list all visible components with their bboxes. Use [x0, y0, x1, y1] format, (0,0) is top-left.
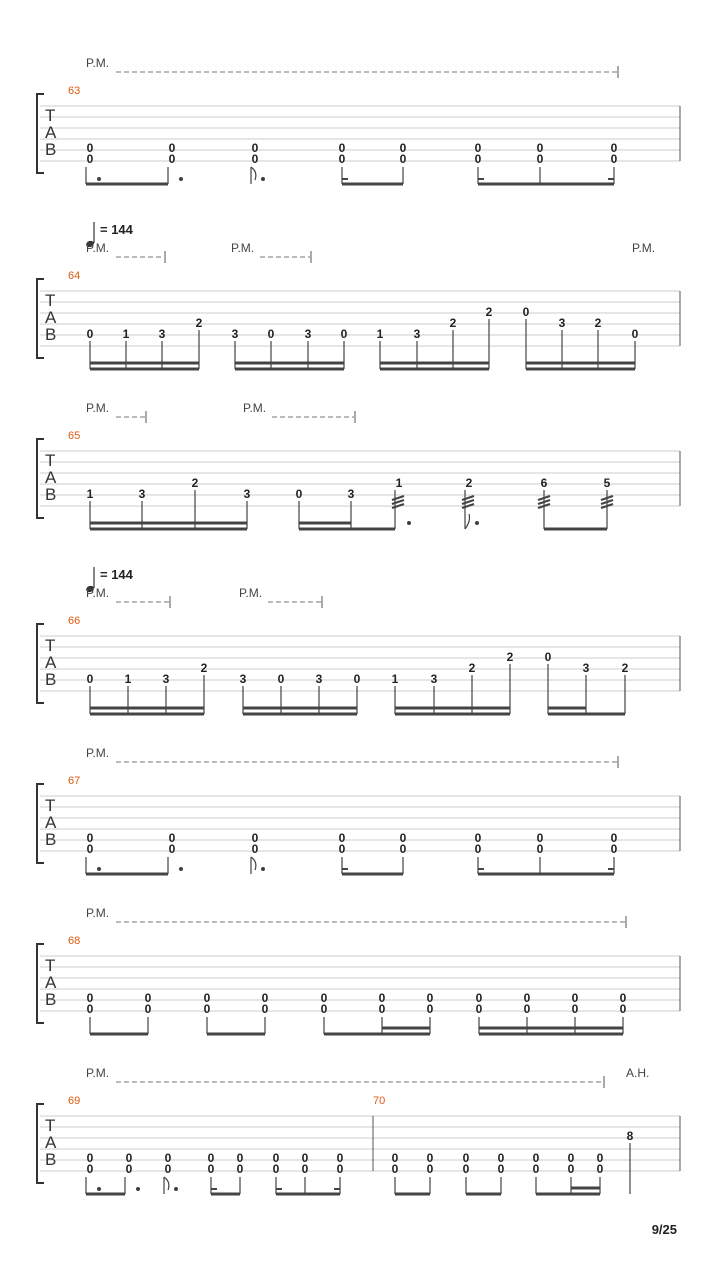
fret-number: 0: [251, 141, 259, 155]
palm-mute-label: P.M.: [243, 401, 267, 415]
fret-number: 2: [465, 476, 473, 490]
measure-number: 64: [68, 270, 81, 282]
fret-number: 2: [594, 316, 602, 330]
fret-number: 0: [353, 672, 361, 686]
fret-number: 0: [277, 672, 285, 686]
fret-number: 0: [475, 1002, 483, 1016]
fret-number: 3: [315, 672, 323, 686]
staff: [40, 291, 680, 346]
measure-number: 68: [68, 935, 81, 947]
fret-number: 0: [426, 1162, 434, 1176]
fret-number: 0: [571, 991, 579, 1005]
fret-number: 0: [336, 1162, 344, 1176]
fret-number: 0: [251, 152, 259, 166]
fret-number: 2: [200, 661, 208, 675]
fret-number: 1: [391, 672, 399, 686]
fret-number: 0: [567, 1151, 575, 1165]
tab-clef-t: T: [45, 636, 56, 655]
tab-clef-a: A: [45, 468, 57, 487]
fret-number: 0: [631, 327, 639, 341]
fret-number: 0: [474, 141, 482, 155]
tab-clef-t: T: [45, 106, 56, 125]
fret-number: 0: [474, 152, 482, 166]
fret-number: 0: [462, 1162, 470, 1176]
fret-number: 2: [195, 316, 203, 330]
fret-number: 0: [475, 991, 483, 1005]
fret-number: 2: [449, 316, 457, 330]
system-2: [37, 222, 680, 369]
fret-number: 2: [468, 661, 476, 675]
fret-number: 0: [462, 1151, 470, 1165]
fret-number: 0: [261, 991, 269, 1005]
system-1: [37, 56, 680, 184]
fret-number: 0: [610, 842, 618, 856]
fret-numbers: [87, 1129, 634, 1176]
system-4: [37, 567, 680, 714]
fret-number: 0: [399, 141, 407, 155]
fret-number: 0: [399, 152, 407, 166]
tab-clef-b: B: [45, 990, 57, 1009]
tempo-value: = 144: [100, 567, 133, 582]
fret-number: 0: [536, 141, 544, 155]
fret-numbers: [87, 141, 618, 166]
fret-number: 0: [544, 650, 552, 664]
fret-number: 0: [86, 327, 94, 341]
fret-number: 0: [340, 327, 348, 341]
fret-number: 0: [272, 1151, 280, 1165]
measure-number: 67: [68, 775, 81, 787]
tab-clef-a: A: [45, 123, 57, 142]
fret-number: 0: [320, 1002, 328, 1016]
staff: [40, 451, 680, 506]
fret-number: 0: [596, 1162, 604, 1176]
fret-number: 3: [413, 327, 421, 341]
fret-number: 0: [125, 1162, 133, 1176]
fret-number: 0: [426, 1151, 434, 1165]
fret-number: 0: [168, 141, 176, 155]
staff: [40, 106, 680, 161]
fret-number: 0: [571, 1002, 579, 1016]
fret-number: 0: [378, 991, 386, 1005]
measure-number: 69: [68, 1095, 81, 1107]
fret-number: 0: [203, 1002, 211, 1016]
tab-clef-t: T: [45, 1116, 56, 1135]
fret-numbers: [87, 650, 629, 686]
rhythm-notation: [86, 167, 614, 184]
fret-number: 1: [124, 672, 132, 686]
fret-number: 0: [391, 1162, 399, 1176]
tab-clef-t: T: [45, 451, 56, 470]
rhythm-notation: [86, 857, 614, 874]
tab-clef-b: B: [45, 1150, 57, 1169]
fret-number: 0: [144, 991, 152, 1005]
tab-clef-a: A: [45, 1133, 57, 1152]
fret-number: 0: [236, 1151, 244, 1165]
fret-number: 5: [603, 476, 611, 490]
tab-clef-b: B: [45, 325, 57, 344]
fret-number: 3: [558, 316, 566, 330]
palm-mute-label: P.M.: [86, 401, 110, 415]
fret-number: 0: [536, 152, 544, 166]
rhythm-notation: [90, 1017, 623, 1034]
fret-number: 0: [497, 1151, 505, 1165]
fret-number: 0: [86, 1002, 94, 1016]
fret-number: 3: [239, 672, 247, 686]
fret-number: 1: [395, 476, 403, 490]
fret-number: 0: [426, 991, 434, 1005]
fret-number: 0: [168, 831, 176, 845]
fret-number: 0: [164, 1162, 172, 1176]
palm-mute-label: P.M.: [86, 241, 110, 255]
fret-number: 0: [523, 1002, 531, 1016]
fret-number: 0: [338, 831, 346, 845]
tab-clef-b: B: [45, 830, 57, 849]
measure-number: 65: [68, 430, 81, 442]
tab-clef-t: T: [45, 796, 56, 815]
fret-number: 0: [532, 1151, 540, 1165]
tab-clef-b: B: [45, 670, 57, 689]
fret-number: 0: [336, 1151, 344, 1165]
tab-clef-t: T: [45, 291, 56, 310]
fret-number: 0: [86, 152, 94, 166]
fret-number: 0: [536, 831, 544, 845]
fret-number: 0: [391, 1151, 399, 1165]
fret-number: 3: [243, 487, 251, 501]
palm-mute-label: P.M.: [632, 241, 656, 255]
measure-number: 70: [373, 1095, 386, 1107]
fret-number: 0: [536, 842, 544, 856]
staff: [40, 796, 680, 851]
fret-number: 1: [376, 327, 384, 341]
fret-number: 8: [626, 1129, 634, 1143]
fret-number: 0: [474, 842, 482, 856]
fret-number: 0: [301, 1151, 309, 1165]
palm-mute-label: P.M.: [86, 56, 110, 70]
fret-number: 0: [378, 1002, 386, 1016]
fret-number: 0: [125, 1151, 133, 1165]
fret-number: 2: [191, 476, 199, 490]
tab-clef-a: A: [45, 813, 57, 832]
fret-number: 0: [567, 1162, 575, 1176]
fret-number: 0: [261, 1002, 269, 1016]
fret-number: 0: [86, 141, 94, 155]
fret-number: 0: [610, 831, 618, 845]
fret-number: 0: [168, 152, 176, 166]
fret-number: 0: [86, 1162, 94, 1176]
fret-number: 0: [523, 991, 531, 1005]
fret-number: 1: [122, 327, 130, 341]
fret-number: 0: [399, 842, 407, 856]
fret-number: 0: [610, 152, 618, 166]
page-number: 9/25: [651, 1222, 677, 1237]
staff: [40, 1116, 680, 1171]
system-7: [37, 1066, 680, 1194]
fret-number: 0: [86, 991, 94, 1005]
fret-numbers: [87, 476, 611, 501]
fret-number: 0: [207, 1162, 215, 1176]
fret-number: 0: [619, 1002, 627, 1016]
measure-number: 66: [68, 615, 81, 627]
palm-mute-label: P.M.: [86, 1066, 110, 1080]
palm-mute-label: P.M.: [86, 746, 110, 760]
fret-number: 1: [86, 487, 94, 501]
fret-number: 3: [162, 672, 170, 686]
fret-number: 0: [86, 672, 94, 686]
fret-number: 0: [474, 831, 482, 845]
palm-mute-label: P.M.: [86, 906, 110, 920]
fret-number: 0: [207, 1151, 215, 1165]
fret-number: 0: [338, 152, 346, 166]
fret-number: 2: [621, 661, 629, 675]
fret-number: 0: [338, 842, 346, 856]
fret-number: 0: [320, 991, 328, 1005]
tab-clef-b: B: [45, 140, 57, 159]
fret-numbers: [87, 991, 627, 1016]
fret-number: 0: [203, 991, 211, 1005]
fret-number: 2: [485, 305, 493, 319]
fret-number: 6: [540, 476, 548, 490]
tab-clef-b: B: [45, 485, 57, 504]
fret-number: 0: [164, 1151, 172, 1165]
fret-number: 0: [596, 1151, 604, 1165]
fret-number: 2: [506, 650, 514, 664]
fret-number: 0: [267, 327, 275, 341]
fret-number: 3: [347, 487, 355, 501]
fret-number: 3: [138, 487, 146, 501]
fret-number: 0: [236, 1162, 244, 1176]
fret-number: 0: [86, 842, 94, 856]
fret-number: 0: [86, 831, 94, 845]
fret-number: 0: [251, 842, 259, 856]
fret-number: 0: [86, 1151, 94, 1165]
fret-number: 3: [304, 327, 312, 341]
fret-number: 0: [168, 842, 176, 856]
fret-number: 0: [426, 1002, 434, 1016]
palm-mute-label: P.M.: [239, 586, 263, 600]
palm-mute-label: P.M.: [231, 241, 255, 255]
fret-number: 3: [158, 327, 166, 341]
fret-number: 0: [144, 1002, 152, 1016]
fret-number: 3: [582, 661, 590, 675]
fret-number: 0: [295, 487, 303, 501]
fret-numbers: [87, 305, 639, 341]
tab-clef-a: A: [45, 653, 57, 672]
fret-number: 0: [301, 1162, 309, 1176]
fret-number: 0: [338, 141, 346, 155]
fret-number: 0: [272, 1162, 280, 1176]
palm-mute-label: P.M.: [86, 586, 110, 600]
tab-clef-a: A: [45, 973, 57, 992]
fret-number: 0: [399, 831, 407, 845]
tempo-value: = 144: [100, 222, 133, 237]
system-5: [37, 746, 680, 874]
fret-number: 0: [522, 305, 530, 319]
measure-number: 63: [68, 85, 81, 97]
fret-number: 0: [619, 991, 627, 1005]
system-3: [37, 401, 680, 529]
fret-number: 0: [532, 1162, 540, 1176]
fret-number: 3: [430, 672, 438, 686]
system-6: [37, 906, 680, 1034]
tab-clef-a: A: [45, 308, 57, 327]
tab-clef-t: T: [45, 956, 56, 975]
staff: [40, 956, 680, 1011]
fret-number: 0: [497, 1162, 505, 1176]
fret-number: 0: [251, 831, 259, 845]
fret-number: 0: [610, 141, 618, 155]
rhythm-notation: [90, 319, 635, 369]
fret-numbers: [87, 831, 618, 856]
fret-number: 3: [231, 327, 239, 341]
artificial-harmonic-label: A.H.: [626, 1066, 650, 1080]
